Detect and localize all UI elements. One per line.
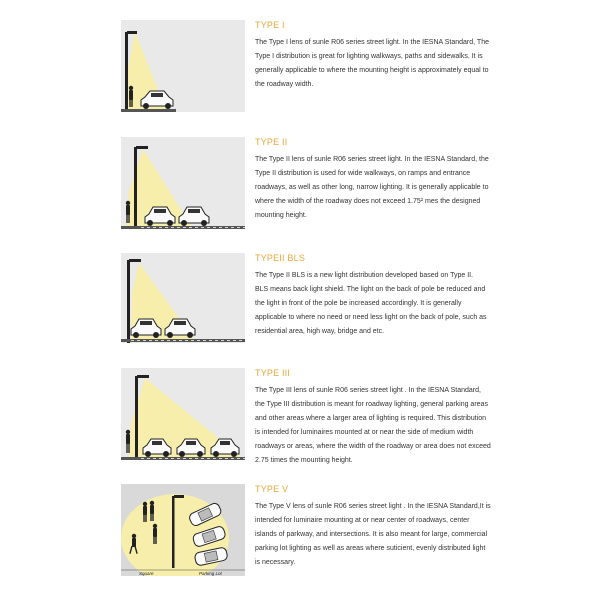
type-2-bls-text — [255, 253, 491, 339]
type-5-illustration — [121, 484, 245, 576]
type-3-paragraph: The Type III lens of sunle R06 series street light . In the IESNA Standard, the Type III distribution is meant for roadway lighting, general parking areas and other areas where a larger area of lighting is required. This distribution is intended for luminaires mounted at or near the side of medium width roadways or areas, where the width of the roadway or area does not exceed 2.75 times the mounting height. — [255, 387, 491, 464]
type-5-text — [255, 484, 491, 570]
type-2-body — [255, 153, 491, 223]
type-5-diagram — [121, 484, 245, 576]
type-3-text — [255, 368, 491, 468]
type-2-bls-body — [255, 269, 491, 339]
type-2-bls-paragraph-1: The Type II BLS is a new light distribution developed based on Type II. — [255, 272, 474, 279]
pedestrian-icon — [126, 430, 130, 453]
type-1-text — [255, 20, 491, 92]
car-icon — [179, 207, 209, 226]
type-2-bls-illustration — [121, 253, 245, 343]
light-pole — [134, 147, 137, 229]
type-2-diagram — [121, 137, 245, 229]
type-2-text — [255, 137, 491, 223]
type-1-body — [255, 36, 491, 92]
type-1-diagram — [121, 20, 245, 112]
type-2-title: TYPE II — [255, 137, 288, 147]
light-fixture — [129, 259, 141, 262]
road-surface — [121, 109, 176, 112]
light-pole — [135, 376, 138, 460]
type-5-title: TYPE V — [255, 484, 289, 494]
type-1-paragraph: The Type I lens of sunle R06 series street light. In the IESNA Standard, The Type I distribution is great for lighting walkways, paths and sidewalks. It is generally applicable to where the mounting height is approximately equal to the roadway width. — [255, 39, 489, 88]
type-1-title: TYPE I — [255, 20, 285, 30]
type-3-body — [255, 384, 491, 468]
type-1-illustration — [121, 20, 245, 112]
type-5-paragraph: The Type V lens of sunle R06 series street light . In the IESNA Standard,It is intended for luminaire mounting at or near center of roadways, center islands of parkway, and intersections. It is also meant for large, commercial parking lot lighting as well as areas where suticient, evenly distributed light is necessary. — [255, 503, 491, 566]
square-label: Square — [139, 571, 154, 576]
light-pole — [125, 32, 128, 112]
light-pole — [127, 260, 130, 343]
parking-lot-label: Parking Lot — [199, 571, 222, 576]
type-2-bls-paragraph-2: BLS means back light shield. The light on the back of pole be reduced and the light in front of the pole be increased accordingly. It is generally applicable to where no need or need less light on the back of pole, such as residential area, high way, bridge and etc. — [255, 286, 487, 335]
light-fixture — [174, 495, 184, 498]
light-pole — [172, 496, 175, 568]
type-3-diagram — [121, 368, 245, 460]
type-3-illustration — [121, 368, 245, 460]
type-2-bls-title: TYPEII BLS — [255, 253, 306, 263]
type-2-bls-diagram — [121, 253, 245, 343]
light-fixture — [136, 146, 148, 149]
light-fixture — [137, 375, 149, 378]
light-fixture — [127, 31, 137, 34]
type-2-illustration — [121, 137, 245, 229]
type-5-body — [255, 500, 491, 570]
type-3-title: TYPE III — [255, 368, 291, 378]
type-2-paragraph: The Type II lens of sunle R06 series street light. In the IESNA Standard, the Type II distribution is used for wide walkways, on ramps and entrance roadways, as well as other long, narrow lighting. It is generally applicable to where the width of the roadway does not exceed 1.75² mes the designed mounting height. — [255, 156, 489, 219]
